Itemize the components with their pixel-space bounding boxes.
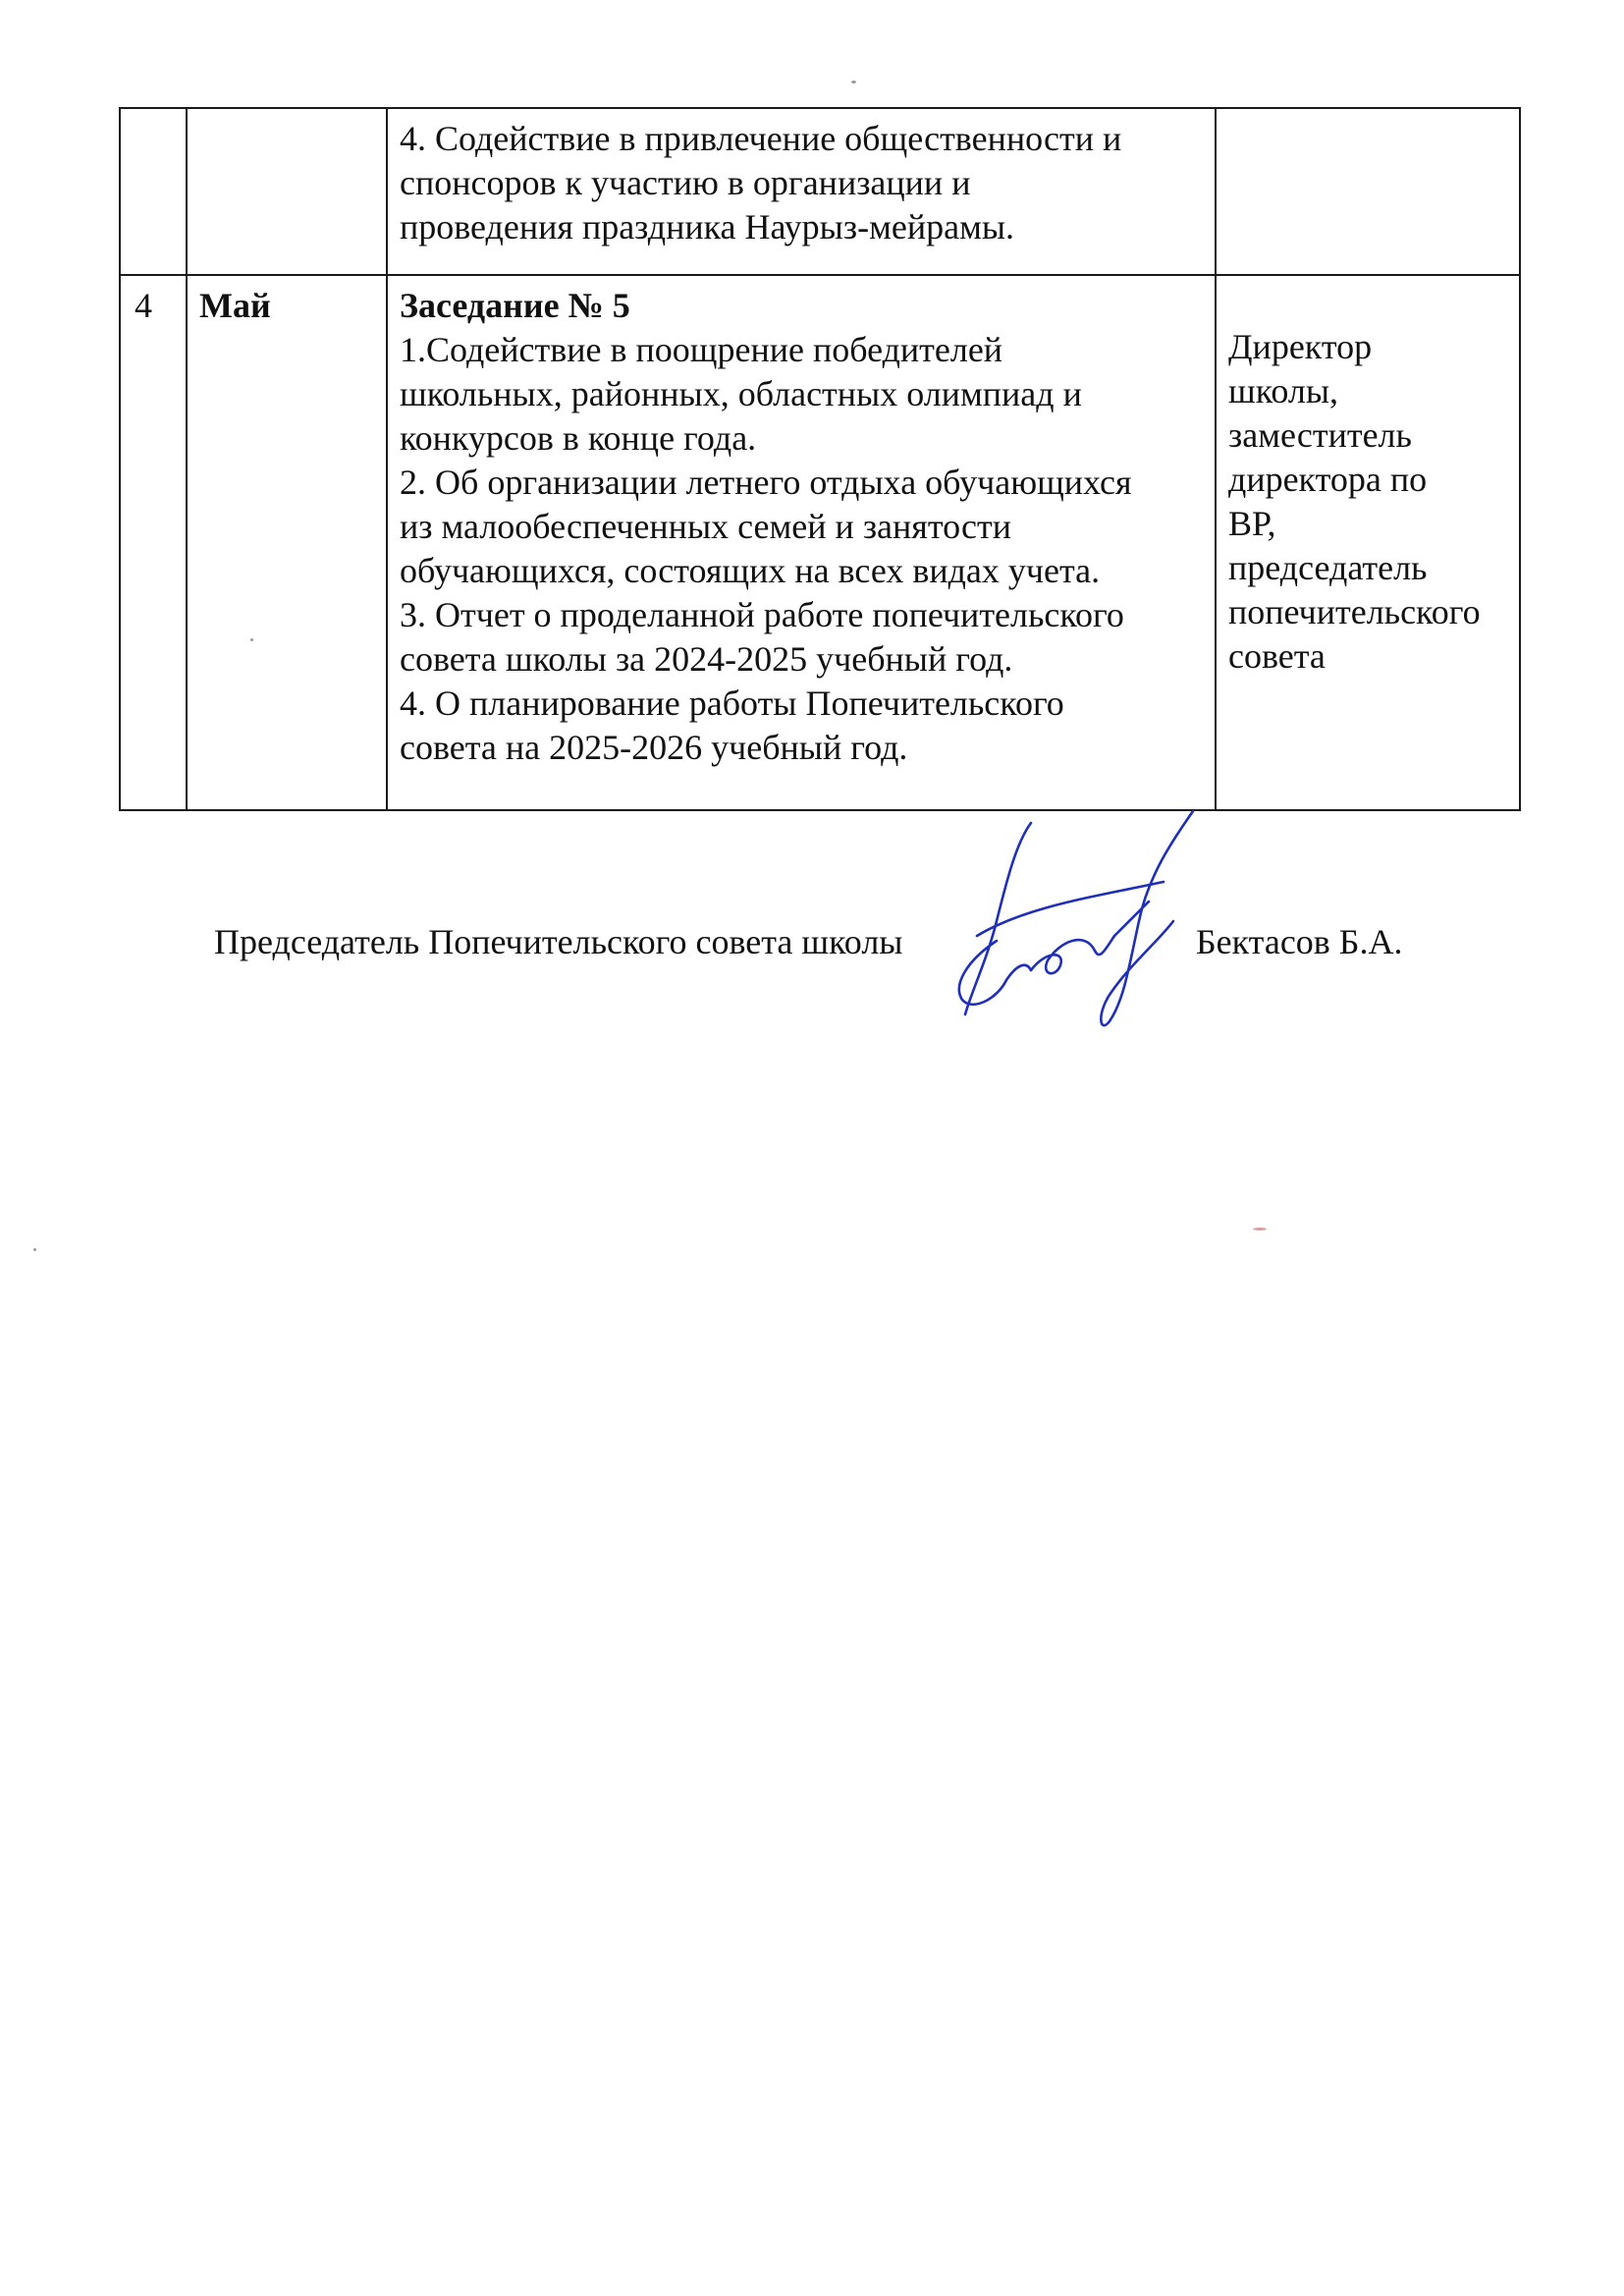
responsible-cell <box>1216 275 1520 810</box>
agenda-item: спонсоров к участию в организации и <box>400 163 971 202</box>
responsible-line: Директор <box>1228 327 1373 366</box>
responsible-line: заместитель <box>1228 415 1412 455</box>
table-row <box>120 108 1520 275</box>
signatory-position: Председатель Попечительского совета школы <box>214 922 903 961</box>
agenda-item: совета школы за 2024-2025 учебный год. <box>400 639 1013 679</box>
handwritten-signature <box>938 803 1203 1029</box>
row-number-cell: 4 <box>120 275 187 810</box>
agenda-item: из малообеспеченных семей и занятости <box>400 507 1011 546</box>
signature-strokes <box>959 811 1193 1025</box>
month-cell <box>187 108 387 275</box>
agenda-item: 4. Содействие в привлечение общественности и <box>400 119 1122 158</box>
agenda-cell <box>387 275 1216 810</box>
scan-speck <box>851 81 856 83</box>
meeting-plan-table <box>119 107 1521 811</box>
responsible-line: совета <box>1228 636 1326 676</box>
agenda-item: 1.Содействие в поощрение победителей <box>400 330 1003 369</box>
scan-speck <box>33 1248 36 1251</box>
signatory-name: Бектасов Б.А. <box>1196 922 1403 961</box>
agenda-item: совета на 2025-2026 учебный год. <box>400 728 908 767</box>
responsible-line: ВР, <box>1228 504 1276 543</box>
responsible-line: школы, <box>1228 371 1339 410</box>
agenda-item: 4. О планирование работы Попечительского <box>400 683 1064 723</box>
responsible-line: председатель <box>1228 548 1428 587</box>
agenda-item: проведения праздника Наурыз-мейрамы. <box>400 207 1015 246</box>
row-number-cell <box>120 108 187 275</box>
agenda-item: школьных, районных, областных олимпиад и <box>400 374 1082 413</box>
table-row <box>120 275 1520 810</box>
scan-speck <box>250 638 253 641</box>
responsible-line: директора по <box>1228 460 1428 499</box>
meeting-title: Заседание № 5 <box>400 286 630 325</box>
responsible-line: попечительского <box>1228 592 1481 631</box>
agenda-item: 3. Отчет о проделанной работе попечительского <box>400 595 1124 634</box>
month-cell <box>187 275 387 810</box>
responsible-list <box>1228 325 1507 679</box>
agenda-item: обучающихся, состоящих на всех видах учета. <box>400 551 1101 590</box>
month-label: Май <box>199 286 271 325</box>
responsible-cell <box>1216 108 1520 275</box>
agenda-item: конкурсов в конце года. <box>400 418 757 458</box>
agenda-cell <box>387 108 1216 275</box>
agenda-item: 2. Об организации летнего отдыха обучающихся <box>400 463 1132 502</box>
scan-speck <box>1253 1228 1267 1230</box>
